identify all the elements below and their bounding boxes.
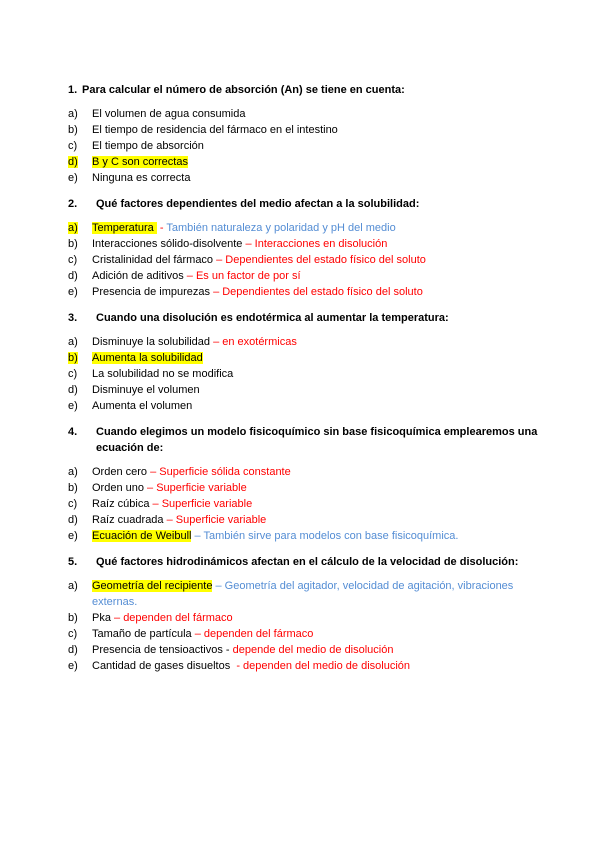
question-number: 5.	[68, 556, 78, 568]
option-letter: d)	[68, 156, 78, 168]
question-title: Qué factores dependientes del medio afectan a la solubilidad:	[96, 198, 420, 210]
option-row	[68, 122, 548, 138]
option-text-segment: Orden cero	[92, 466, 151, 478]
option-text	[92, 512, 548, 528]
option-row	[68, 658, 548, 674]
option-text-segment: Raíz cuadrada	[92, 514, 167, 526]
option-text-segment: – dependen del fármaco	[114, 612, 233, 624]
option-letter-cell	[68, 268, 92, 284]
option-row	[68, 610, 548, 626]
option-letter-cell	[68, 528, 92, 544]
option-text	[92, 366, 548, 382]
option-letter-cell	[68, 236, 92, 252]
question-block	[68, 310, 548, 414]
question-block	[68, 554, 548, 674]
option-row	[68, 480, 548, 496]
option-text-segment: Ecuación de Weibull	[92, 530, 192, 542]
option-letter-cell	[68, 398, 92, 414]
option-row	[68, 496, 548, 512]
option-text-segment: – Superficie variable	[152, 498, 253, 510]
option-text-segment: – También sirve para modelos con base fisicoquímica.	[191, 530, 459, 542]
question-number: 3.	[68, 312, 78, 324]
option-letter-cell	[68, 138, 92, 154]
option-letter-cell	[68, 626, 92, 642]
option-row	[68, 268, 548, 284]
question-block	[68, 424, 548, 544]
option-letter-cell	[68, 170, 92, 186]
option-letter-cell	[68, 252, 92, 268]
options-list	[68, 578, 548, 674]
option-row	[68, 252, 548, 268]
option-text-segment: Orden uno	[92, 482, 148, 494]
option-row	[68, 398, 548, 414]
option-letter: e)	[68, 660, 78, 672]
option-text-segment: Temperatura	[92, 222, 157, 234]
option-text	[92, 284, 548, 300]
options-list	[68, 220, 548, 300]
option-text	[92, 122, 548, 138]
question-number: 2.	[68, 198, 78, 210]
option-letter: a)	[68, 108, 78, 120]
option-text-segment: – Dependientes del estado físico del soluto	[213, 286, 423, 298]
option-text-segment: – Dependientes del estado físico del soluto	[216, 254, 426, 266]
option-letter: d)	[68, 270, 78, 282]
question-title: Cuando elegimos un modelo fisicoquímico sin base fisicoquímica emplearemos una ecuación de:	[96, 426, 538, 454]
question-number: 4.	[68, 426, 78, 438]
option-text-segment: Presencia de tensioactivos -	[92, 644, 233, 656]
option-letter: a)	[68, 580, 78, 592]
option-text	[92, 578, 548, 610]
option-letter: b)	[68, 238, 78, 250]
option-letter: c)	[68, 140, 78, 152]
option-text	[92, 154, 548, 170]
option-row	[68, 236, 548, 252]
option-letter-cell	[68, 350, 92, 366]
option-letter: c)	[68, 498, 78, 510]
option-text-segment: Presencia de impurezas	[92, 286, 214, 298]
option-letter-cell	[68, 480, 92, 496]
question-block	[68, 196, 548, 300]
option-text	[92, 334, 548, 350]
option-text-segment: Cristalinidad del fármaco	[92, 254, 217, 266]
option-text	[92, 350, 548, 366]
option-text-segment: Raíz cúbica	[92, 498, 153, 510]
option-row	[68, 350, 548, 366]
option-letter-cell	[68, 610, 92, 626]
option-text-segment: – Superficie variable	[166, 514, 267, 526]
option-letter: a)	[68, 222, 78, 234]
option-row	[68, 642, 548, 658]
option-letter: d)	[68, 514, 78, 526]
option-row	[68, 366, 548, 382]
option-text	[92, 398, 548, 414]
option-text	[92, 252, 548, 268]
option-letter-cell	[68, 658, 92, 674]
option-row	[68, 284, 548, 300]
option-text	[92, 642, 548, 658]
option-text	[92, 658, 548, 674]
option-letter: b)	[68, 124, 78, 136]
option-text-segment: Tamaño de partícula	[92, 628, 195, 640]
option-text	[92, 170, 548, 186]
option-text-segment: La solubilidad no se modifica	[92, 368, 234, 380]
option-text	[92, 106, 548, 122]
option-text	[92, 480, 548, 496]
option-text-segment: - dependen del medio de disolución	[236, 660, 411, 672]
option-text-segment: – en exotérmicas	[213, 336, 297, 348]
option-text	[92, 496, 548, 512]
option-text-segment: – Superficie variable	[147, 482, 247, 494]
option-letter: e)	[68, 530, 78, 542]
option-text	[92, 220, 548, 236]
option-row	[68, 154, 548, 170]
option-row	[68, 528, 548, 544]
option-text-segment: Pka	[92, 612, 115, 624]
option-row	[68, 578, 548, 610]
option-text-segment: – Geometría del agitador, velocidad de agitación, vibraciones externas.	[92, 580, 517, 608]
question-heading	[68, 196, 548, 212]
option-text-segment: B y C son correctas	[92, 156, 188, 168]
option-text-segment: El volumen de agua consumida	[92, 108, 246, 120]
option-row	[68, 220, 548, 236]
options-list	[68, 464, 548, 544]
option-row	[68, 106, 548, 122]
option-text	[92, 268, 548, 284]
option-text-segment: Aumenta el volumen	[92, 400, 193, 412]
option-row	[68, 138, 548, 154]
option-text-segment: Aumenta la solubilidad	[92, 352, 203, 364]
option-letter-cell	[68, 284, 92, 300]
option-letter: e)	[68, 400, 78, 412]
option-letter: d)	[68, 644, 78, 656]
option-row	[68, 334, 548, 350]
question-title: Qué factores hidrodinámicos afectan en el cálculo de la velocidad de disolución:	[96, 556, 519, 568]
option-letter: e)	[68, 172, 78, 184]
option-text-segment: -	[156, 222, 167, 234]
option-text-segment: Disminuye el volumen	[92, 384, 200, 396]
options-list	[68, 106, 548, 186]
option-letter-cell	[68, 464, 92, 480]
option-text-segment: – dependen del fármaco	[194, 628, 314, 640]
option-letter-cell	[68, 512, 92, 528]
question-heading	[68, 82, 548, 98]
option-letter-cell	[68, 334, 92, 350]
option-text	[92, 138, 548, 154]
option-text	[92, 464, 548, 480]
option-letter-cell	[68, 122, 92, 138]
option-letter: c)	[68, 628, 78, 640]
option-row	[68, 170, 548, 186]
option-text	[92, 626, 548, 642]
option-letter: e)	[68, 286, 78, 298]
option-letter: b)	[68, 612, 78, 624]
option-text-segment: Geometría del recipiente	[92, 580, 213, 592]
question-title: Cuando una disolución es endotérmica al aumentar la temperatura:	[96, 312, 449, 324]
option-text-segment: – Interacciones en disolución	[245, 238, 388, 250]
option-text-segment: El tiempo de residencia del fármaco en el intestino	[92, 124, 338, 136]
option-text-segment: Ninguna es correcta	[92, 172, 191, 184]
option-row	[68, 512, 548, 528]
option-row	[68, 382, 548, 398]
option-text-segment: – Superficie sólida constante	[150, 466, 291, 478]
option-letter: c)	[68, 254, 78, 266]
option-text-segment: – Es un factor de por sí	[186, 270, 301, 282]
question-number: 1.	[68, 84, 78, 96]
option-text-segment: Disminuye la solubilidad	[92, 336, 214, 348]
option-letter: a)	[68, 466, 78, 478]
option-row	[68, 626, 548, 642]
option-letter: b)	[68, 482, 78, 494]
option-text-segment: Cantidad de gases disueltos	[92, 660, 237, 672]
option-letter-cell	[68, 220, 92, 236]
option-text-segment: Adición de aditivos	[92, 270, 187, 282]
option-text	[92, 528, 548, 544]
option-text	[92, 610, 548, 626]
option-text-segment: El tiempo de absorción	[92, 140, 204, 152]
option-row	[68, 464, 548, 480]
option-text-segment: depende del medio de disolución	[232, 644, 394, 656]
option-letter-cell	[68, 496, 92, 512]
option-letter-cell	[68, 366, 92, 382]
option-letter: b)	[68, 352, 78, 364]
questions-list	[68, 82, 548, 674]
options-list	[68, 334, 548, 414]
question-block	[68, 82, 548, 186]
option-letter: d)	[68, 384, 78, 396]
option-letter-cell	[68, 578, 92, 610]
option-letter: a)	[68, 336, 78, 348]
question-heading	[68, 554, 548, 570]
option-letter: c)	[68, 368, 78, 380]
option-text	[92, 236, 548, 252]
question-heading	[68, 424, 548, 456]
option-letter-cell	[68, 106, 92, 122]
option-text	[92, 382, 548, 398]
option-letter-cell	[68, 642, 92, 658]
option-text-segment: Interacciones sólido-disolvente	[92, 238, 246, 250]
question-title: Para calcular el número de absorción (An) se tiene en cuenta:	[82, 84, 405, 96]
option-letter-cell	[68, 154, 92, 170]
option-letter-cell	[68, 382, 92, 398]
question-heading	[68, 310, 548, 326]
option-text-segment: También naturaleza y polaridad y pH del medio	[166, 222, 396, 234]
